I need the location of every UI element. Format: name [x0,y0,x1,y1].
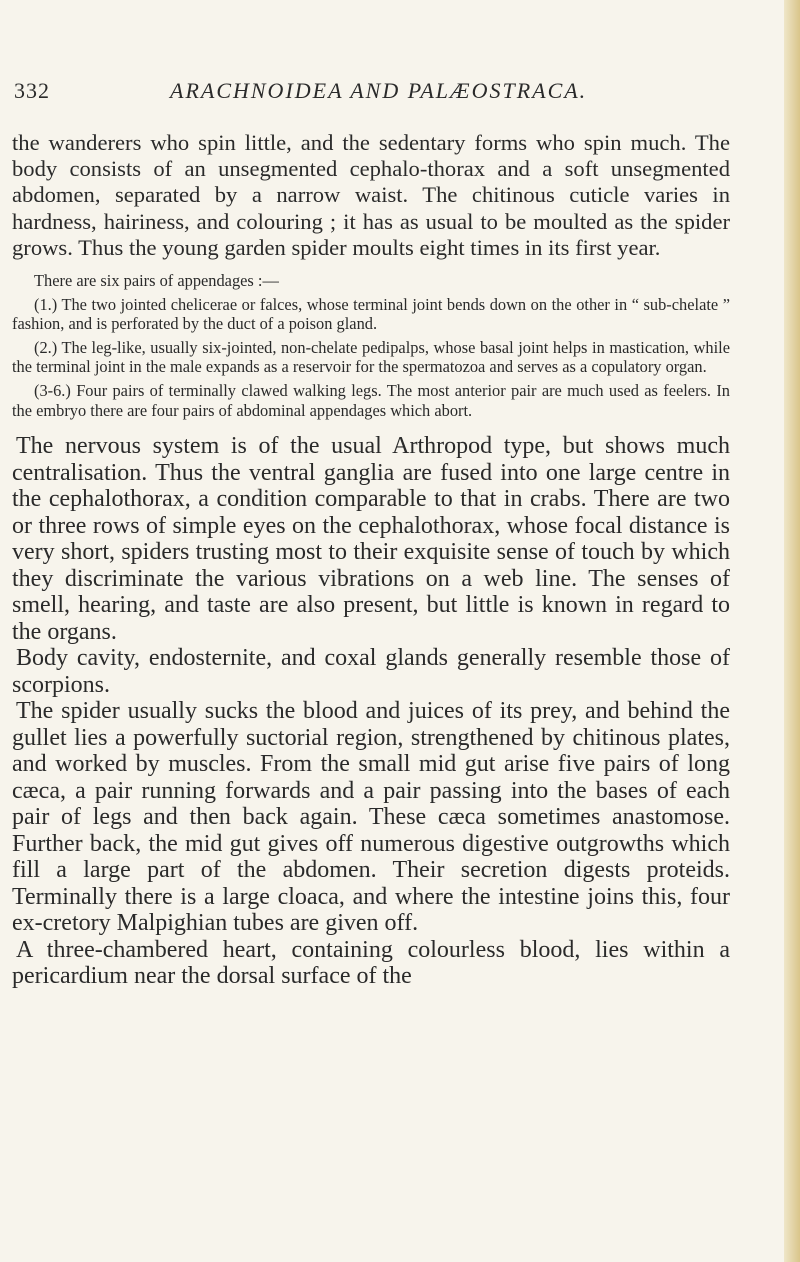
appendage-item: (3-6.) Four pairs of terminally clawed walking legs. The most anterior pair are much used as feelers. In the embryo there are four pairs of abdominal appendages which abort. [12,380,730,420]
paragraph: Body cavity, endosternite, and coxal glands generally resemble those of scorpions. [12,645,730,698]
body-text-top [12,130,730,261]
appendage-item: (2.) The leg-like, usually six-jointed, non-chelate pedipalps, whose basal joint helps in mastication, while the terminal joint in the male expands as a reservoir for the spermatozoa and serves as a copulatory organ. [12,337,730,377]
page-header [12,70,730,106]
page-number: 332 [14,78,50,103]
appendages-intro: There are six pairs of appendages :— [34,271,279,291]
appendage-item: (1.) The two jointed chelicerae or falces, whose terminal joint bends down on the other in “ sub-chelate ” fashion, and is perforated by the duct of a poison gland. [12,294,730,334]
body-text-bottom [12,433,730,990]
page-edge [784,0,800,1262]
paragraph: The nervous system is of the usual Arthropod type, but shows much centralisation. Thus the ventral ganglia are fused into one large centre in the cephalothorax, a condition comparable to that in crabs. There are two or three rows of simple eyes on the cephalothorax, whose focal distance is very short, spiders trusting most to their exquisite sense of touch by which they discriminate the various vibrations on a web line. The senses of smell, hearing, and taste are also present, but little is known in regard to the organs. [12,433,730,645]
paragraph: the wanderers who spin little, and the sedentary forms who spin much. The body consists of an unsegmented cephalo-thorax and a soft unsegmented abdomen, separated by a narrow waist. The chitinous cuticle varies in hardness, hairiness, and colouring ; it has as usual to be moulted as the spider grows. Thus the young garden spider moults eight times in its first year. [12,130,730,260]
paragraph: The spider usually sucks the blood and juices of its prey, and behind the gullet lies a powerfully suctorial region, strengthened by chitinous plates, and worked by muscles. From the small mid gut arise five pairs of long cæca, a pair running forwards and a pair passing into the bases of each pair of legs and then back again. These cæca sometimes anastomose. Further back, the mid gut gives off numerous digestive outgrowths which fill a large part of the abdomen. Their secretion digests proteids. Terminally there is a large cloaca, and where the intestine joins this, four ex-cretory Malpighian tubes are given off. [12,698,730,937]
paragraph: A three-chambered heart, containing colourless blood, lies within a pericardium near the dorsal surface of the [12,936,730,990]
appendages-section [12,271,730,420]
running-title: ARACHNOIDEA AND PALÆOSTRACA. [170,78,588,103]
book-page [12,70,730,990]
